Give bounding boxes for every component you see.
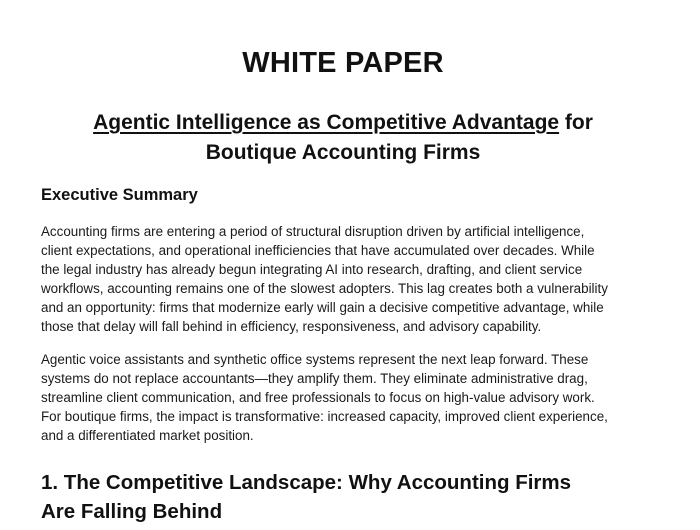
paragraph-line: workflows, accounting remains one of the slowest adopters. This lag creates both a vulnerability [41,281,608,296]
section-1-heading-line1: 1. The Competitive Landscape: Why Accounting Firms [41,471,572,494]
paragraph-line: systems do not replace accountants—they amplify them. They eliminate administrative drag, [41,371,588,386]
paragraph-line: Accounting firms are entering a period of structural disruption driven by artificial intelligence, [41,224,585,239]
section-1-heading [41,468,661,526]
document-title-connector: for [559,111,593,134]
section-1-heading-line2: Are Falling Behind [41,500,223,523]
executive-summary-paragraph-1 [41,222,653,336]
document-title-underlined: Agentic Intelligence as Competitive Advantage [93,111,560,134]
document-title [40,108,646,168]
paragraph-line: For boutique firms, the impact is transformative: increased capacity, improved client experience, [41,409,608,424]
paragraph-line: streamline client communication, and free professionals to focus on high-value advisory work. [41,390,595,405]
paragraph-line: and a differentiated market position. [41,428,254,443]
executive-summary-paragraph-2 [41,350,653,445]
paragraph-line: client expectations, and operational inefficiencies that have accumulated over decades. While [41,243,595,258]
paragraph-line: and an opportunity: firms that modernize early will gain a decisive competitive advantage, while [41,300,604,315]
document-label: WHITE PAPER [242,47,444,79]
document-title-line2: Boutique Accounting Firms [205,141,481,164]
paragraph-line: the legal industry has already begun integrating AI into research, drafting, and client service [41,262,583,277]
paragraph-line: Agentic voice assistants and synthetic office systems represent the next leap forward. These [41,352,589,367]
executive-summary-heading: Executive Summary [41,186,198,204]
paragraph-line: those that delay will fall behind in efficiency, responsiveness, and advisory capability. [41,319,542,334]
